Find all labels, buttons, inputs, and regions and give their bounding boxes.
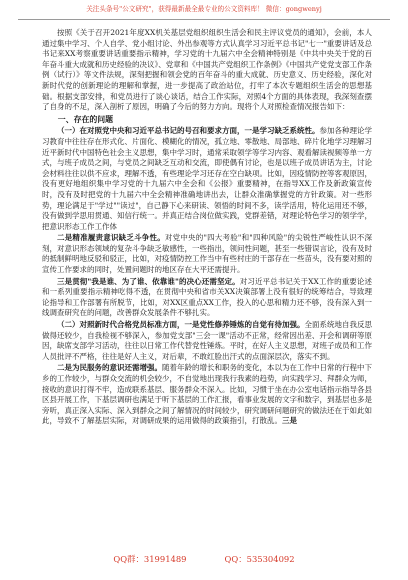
- paragraph-lead: 二是为民服务的意识还需增强。: [57, 363, 162, 373]
- paragraph-text: 对党中央的"四大考验"和"四种风险"的尖锐性严峻性认识不深刻，对意识形态领域的复杂斗争缺乏敏感性，一些指出，领问性问题，甚至一些错误言论，没有及时的抵制鲜明地反驳和驳正，比如，对疫情防控工作当中有些村庄的干部存在一些苗头，没有要对照的宣传工作要求的同时，处置问题时的地区存在大平还需提升。: [42, 233, 372, 275]
- page-header-banner: [18, 2, 390, 20]
- section-heading-problems: 一、存在的问题: [57, 114, 114, 124]
- document-body: [42, 28, 372, 540]
- page-footer: [0, 552, 408, 566]
- paragraph-lead: （二）对照新时代合格党员标准方面，一是党性修养锤炼的自觉有待加强。: [57, 320, 305, 330]
- paragraph-party-standard: [42, 320, 372, 362]
- paragraph-text: 全面系统地自我反思做得还较少，自我检视不够深入，参加党支部"三会一课"活动不正常，经常因出差、开会和调研等原因，缺席支部学习活动，往往以日常工作代替党性锤炼。平时，在好人主义思想，对班子成员和工作人员批评不严格，往往是好人主义，对后辈，不敢红脸出汗式的点面深层次，落实不到。: [42, 320, 372, 361]
- paragraph-serve-people: [42, 363, 372, 427]
- footer-qq: QQ：535304092: [224, 554, 295, 564]
- paragraph-lead: 三是: [282, 416, 297, 426]
- paragraph-lead: （一）在对照党中央和习近平总书记的号召和要求方面，一是学习缺乏系统性。: [57, 126, 320, 136]
- paragraph-text: 参加各种理论学习教育中往往存在形式化、片面化、模糊化的情况，孤立地、零散地、局部地、碎片化地学习理解习近平新时代中国特色社会主义思想，集中学习时，通常采取领学等学习内容、观看解读视频等单一方式，与班子成员之间，与党员之间缺乏互动和交流，即使偶有讨论，也是以班子成员讲话为主，讨论会材料往往以供不应求，理解不透，有些理论学习还存在空白缺项。比如，因疫情防控等客观原因，没有更好地组织集中学习党的十九届六中全会和《公报》重要精神，在指导XX工作及新政策宣传时，没有及时把党的十九届六中全会精神准确地讲出去，让群众准确掌握党的方针政策。对一些形势，理论满足于"学过""读过"，自己静下心来研读、领悟的时间不多，读学活用，特化运用还不够，没有做到学思用贯通、知信行统一。并真正结合岗位做实践，党群差错，对理论特色学习的领学学，把意识形态工作工作体: [42, 126, 372, 231]
- header-text: 关注头条号"公文研究"，获得最新最全最专业的公文资料库！ 微信：gongwenyj: [86, 5, 322, 13]
- paragraph-struggle: [42, 233, 372, 275]
- paragraph-study: [42, 126, 372, 232]
- paragraph-lead: 二是精准履责意识缺乏斗争性。: [57, 233, 165, 243]
- paragraph-lead: 三是贯彻"我是谁、为了谁、依靠谁"的决心还需坚定。: [57, 276, 240, 286]
- footer-qq-group: QQ群：31991489: [113, 554, 187, 564]
- paragraph-text: 随着年龄的增长和职务的变化，本以为在工作中日常的行程中下乡的工作较少，与群众交流的机会较少，不自觉地出现我行我素的趋势，向实践学习、拜群众为师，接收的意识打得不牢，造成联系基层、服务群众不深入。比如，习惯于坐在办公室电话指示指导各县区县开展工作，下基层调研也满足于听下基层的工作汇报，看事业发展的文字和数字，到基层也多是旁听，真正深入实际、深入到群众之间了解情况的时间较少，研究调研问题研究的做法还在于如此如此，导致不了解基层实际，对调研成果的运用做得的政策指引，打散乱。: [42, 363, 372, 426]
- intro-paragraph: 按照《关于召开2021年度XX机关基层党组织组织生活会和民主评议党员的通知》，会前，本人通过集中学习、个人自学、党小组讨论、外出参观等方式认真学习习近平总书记"七一"重要讲话及总书记来XX考察重要讲话重要指示精神，学习党的十九届六中全会精神特别是《中共中央关于党的百年奋斗重大成就和历史经验的决议》、党章和《中国共产党组织工作条例》《中国共产党党支部工作条例（试行）》等文件法规，深刻把握和领会党的百年奋斗的重大成就、历史意义、历史经验，深化对新时代党的创新理论的理解和掌握，进一步提高了政治站位，打牢了本次专题组织生活会的思想基础。根据支部安排，和党员进行了谈心谈话，结合工作实际，对照4个方面的具体表现，我深刻查摆了自身的不足，深入剖析了原因，明确了今后的努力方向。现将个人对照检查情况报告如下：: [42, 28, 372, 112]
- paragraph-text: 对习近平总书记关于XX工作的重要论述和一系列重要指示精神吃得不透，在贯彻中央和省市关XX决策部署上没有很好的统筹结合，导致理论指导和工作部署有所脱节，比如，对XX区重点XX工作，投入的心思和精力还不够，没有深入到一线调查研究在的问题，改善群众发展条件不够扎实。: [42, 276, 372, 318]
- paragraph-resolve: [42, 277, 372, 319]
